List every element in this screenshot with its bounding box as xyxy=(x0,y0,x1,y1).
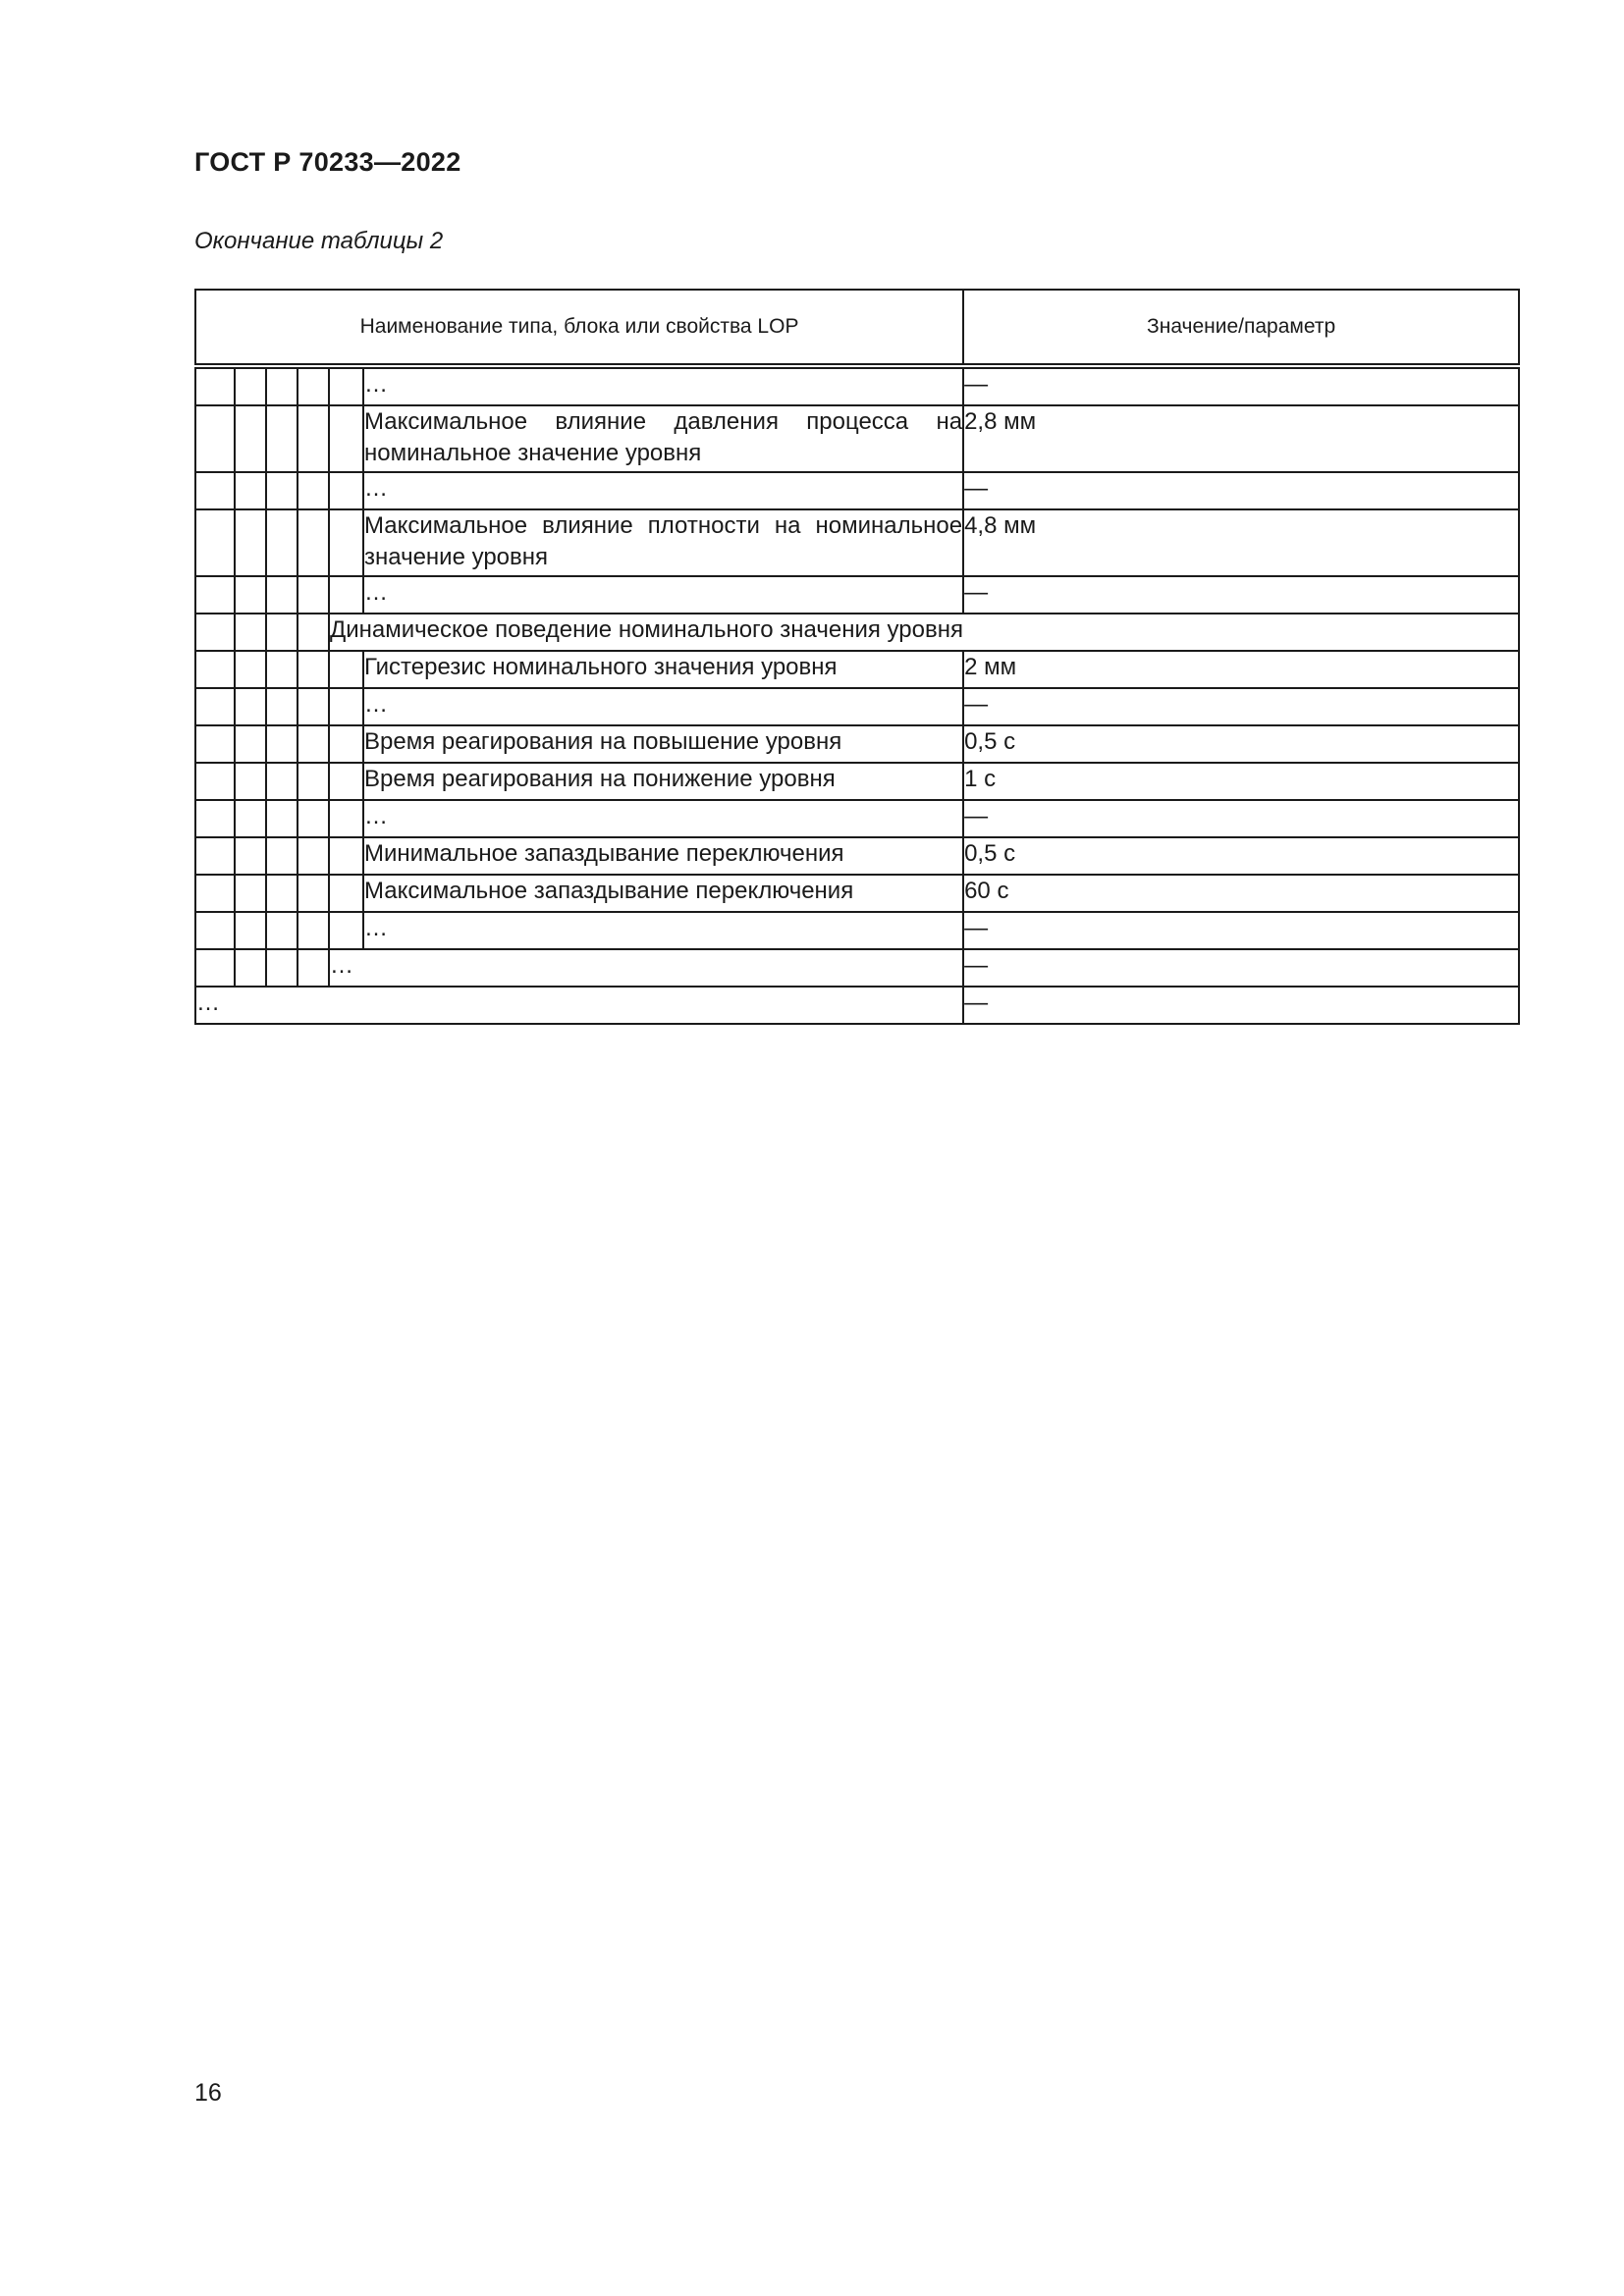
indent-cell xyxy=(298,912,329,949)
indent-cell xyxy=(266,875,298,912)
row-name: Время реагирования на повышение уровня xyxy=(363,725,963,763)
indent-cell xyxy=(266,405,298,472)
table-row xyxy=(195,949,1519,987)
table-row xyxy=(195,576,1519,614)
indent-cell xyxy=(298,509,329,576)
row-name: … xyxy=(363,576,963,614)
indent-cell xyxy=(195,614,235,651)
row-name: … xyxy=(363,688,963,725)
spec-table xyxy=(194,289,1520,1025)
indent-cell xyxy=(329,651,363,688)
table-row xyxy=(195,837,1519,875)
indent-cell xyxy=(298,875,329,912)
indent-cell xyxy=(235,472,266,509)
table-row xyxy=(195,875,1519,912)
indent-cell xyxy=(195,688,235,725)
indent-cell xyxy=(298,405,329,472)
table-row xyxy=(195,725,1519,763)
indent-cell xyxy=(266,614,298,651)
table-row xyxy=(195,763,1519,800)
row-value: — xyxy=(963,912,1519,949)
table-header-row xyxy=(195,290,1519,366)
row-value: — xyxy=(963,366,1519,405)
indent-cell xyxy=(235,576,266,614)
indent-cell xyxy=(329,912,363,949)
table-row xyxy=(195,509,1519,576)
indent-cell xyxy=(329,509,363,576)
indent-cell xyxy=(266,763,298,800)
indent-cell xyxy=(298,651,329,688)
indent-cell xyxy=(298,837,329,875)
row-value: — xyxy=(963,688,1519,725)
indent-cell xyxy=(235,763,266,800)
table-section-row xyxy=(195,614,1519,651)
row-value: — xyxy=(963,800,1519,837)
section-heading: Динамическое поведение номинального значения уровня xyxy=(329,614,1519,651)
indent-cell xyxy=(329,837,363,875)
indent-cell xyxy=(235,725,266,763)
header-value: Значение/параметр xyxy=(963,290,1519,366)
indent-cell xyxy=(266,366,298,405)
indent-cell xyxy=(298,725,329,763)
indent-cell xyxy=(195,651,235,688)
indent-cell xyxy=(266,949,298,987)
indent-cell xyxy=(329,725,363,763)
row-value: — xyxy=(963,576,1519,614)
row-name: Максимальное влияние давления процесса на номинальное значение уровня xyxy=(363,405,963,472)
indent-cell xyxy=(329,763,363,800)
row-name: … xyxy=(195,987,963,1024)
indent-cell xyxy=(298,688,329,725)
indent-cell xyxy=(329,800,363,837)
indent-cell xyxy=(195,472,235,509)
row-name: Гистерезис номинального значения уровня xyxy=(363,651,963,688)
row-name: … xyxy=(363,366,963,405)
indent-cell xyxy=(195,366,235,405)
indent-cell xyxy=(298,949,329,987)
indent-cell xyxy=(195,800,235,837)
document-code: ГОСТ Р 70233—2022 xyxy=(194,147,461,177)
indent-cell xyxy=(235,688,266,725)
table-caption: Окончание таблицы 2 xyxy=(194,228,444,254)
indent-cell xyxy=(195,405,235,472)
row-value: 0,5 с xyxy=(963,725,1519,763)
table-row xyxy=(195,987,1519,1024)
indent-cell xyxy=(195,875,235,912)
indent-cell xyxy=(298,472,329,509)
indent-cell xyxy=(235,366,266,405)
row-name: Время реагирования на понижение уровня xyxy=(363,763,963,800)
indent-cell xyxy=(329,472,363,509)
row-value: 0,5 с xyxy=(963,837,1519,875)
indent-cell xyxy=(298,614,329,651)
indent-cell xyxy=(195,576,235,614)
row-value: — xyxy=(963,987,1519,1024)
indent-cell xyxy=(329,366,363,405)
row-value: — xyxy=(963,949,1519,987)
table-row xyxy=(195,688,1519,725)
header-name: Наименование типа, блока или свойства LOP xyxy=(195,290,963,366)
row-name: Минимальное запаздывание переключения xyxy=(363,837,963,875)
indent-cell xyxy=(266,688,298,725)
row-name: Максимальное влияние плотности на номинальное значение уровня xyxy=(363,509,963,576)
row-name: … xyxy=(363,800,963,837)
row-name: … xyxy=(363,912,963,949)
row-value: 2,8 мм xyxy=(963,405,1519,472)
table-row xyxy=(195,800,1519,837)
indent-cell xyxy=(266,837,298,875)
indent-cell xyxy=(195,912,235,949)
table-row xyxy=(195,366,1519,405)
indent-cell xyxy=(266,576,298,614)
table-row xyxy=(195,472,1519,509)
indent-cell xyxy=(195,837,235,875)
indent-cell xyxy=(195,949,235,987)
page-number: 16 xyxy=(194,2079,222,2107)
indent-cell xyxy=(298,763,329,800)
indent-cell xyxy=(298,366,329,405)
table-row xyxy=(195,405,1519,472)
row-value: 4,8 мм xyxy=(963,509,1519,576)
indent-cell xyxy=(266,800,298,837)
table-row xyxy=(195,651,1519,688)
row-name: … xyxy=(329,949,963,987)
indent-cell xyxy=(298,800,329,837)
indent-cell xyxy=(235,405,266,472)
indent-cell xyxy=(235,509,266,576)
row-value: 60 с xyxy=(963,875,1519,912)
row-value: — xyxy=(963,472,1519,509)
indent-cell xyxy=(235,949,266,987)
table-row xyxy=(195,912,1519,949)
indent-cell xyxy=(266,912,298,949)
row-value: 2 мм xyxy=(963,651,1519,688)
indent-cell xyxy=(195,509,235,576)
indent-cell xyxy=(266,472,298,509)
indent-cell xyxy=(195,725,235,763)
indent-cell xyxy=(266,725,298,763)
indent-cell xyxy=(235,837,266,875)
indent-cell xyxy=(235,800,266,837)
row-name: … xyxy=(363,472,963,509)
indent-cell xyxy=(235,651,266,688)
indent-cell xyxy=(235,614,266,651)
indent-cell xyxy=(235,912,266,949)
row-value: 1 с xyxy=(963,763,1519,800)
indent-cell xyxy=(266,509,298,576)
indent-cell xyxy=(329,875,363,912)
indent-cell xyxy=(235,875,266,912)
indent-cell xyxy=(298,576,329,614)
row-name: Максимальное запаздывание переключения xyxy=(363,875,963,912)
indent-cell xyxy=(266,651,298,688)
indent-cell xyxy=(329,688,363,725)
indent-cell xyxy=(195,763,235,800)
indent-cell xyxy=(329,405,363,472)
indent-cell xyxy=(329,576,363,614)
